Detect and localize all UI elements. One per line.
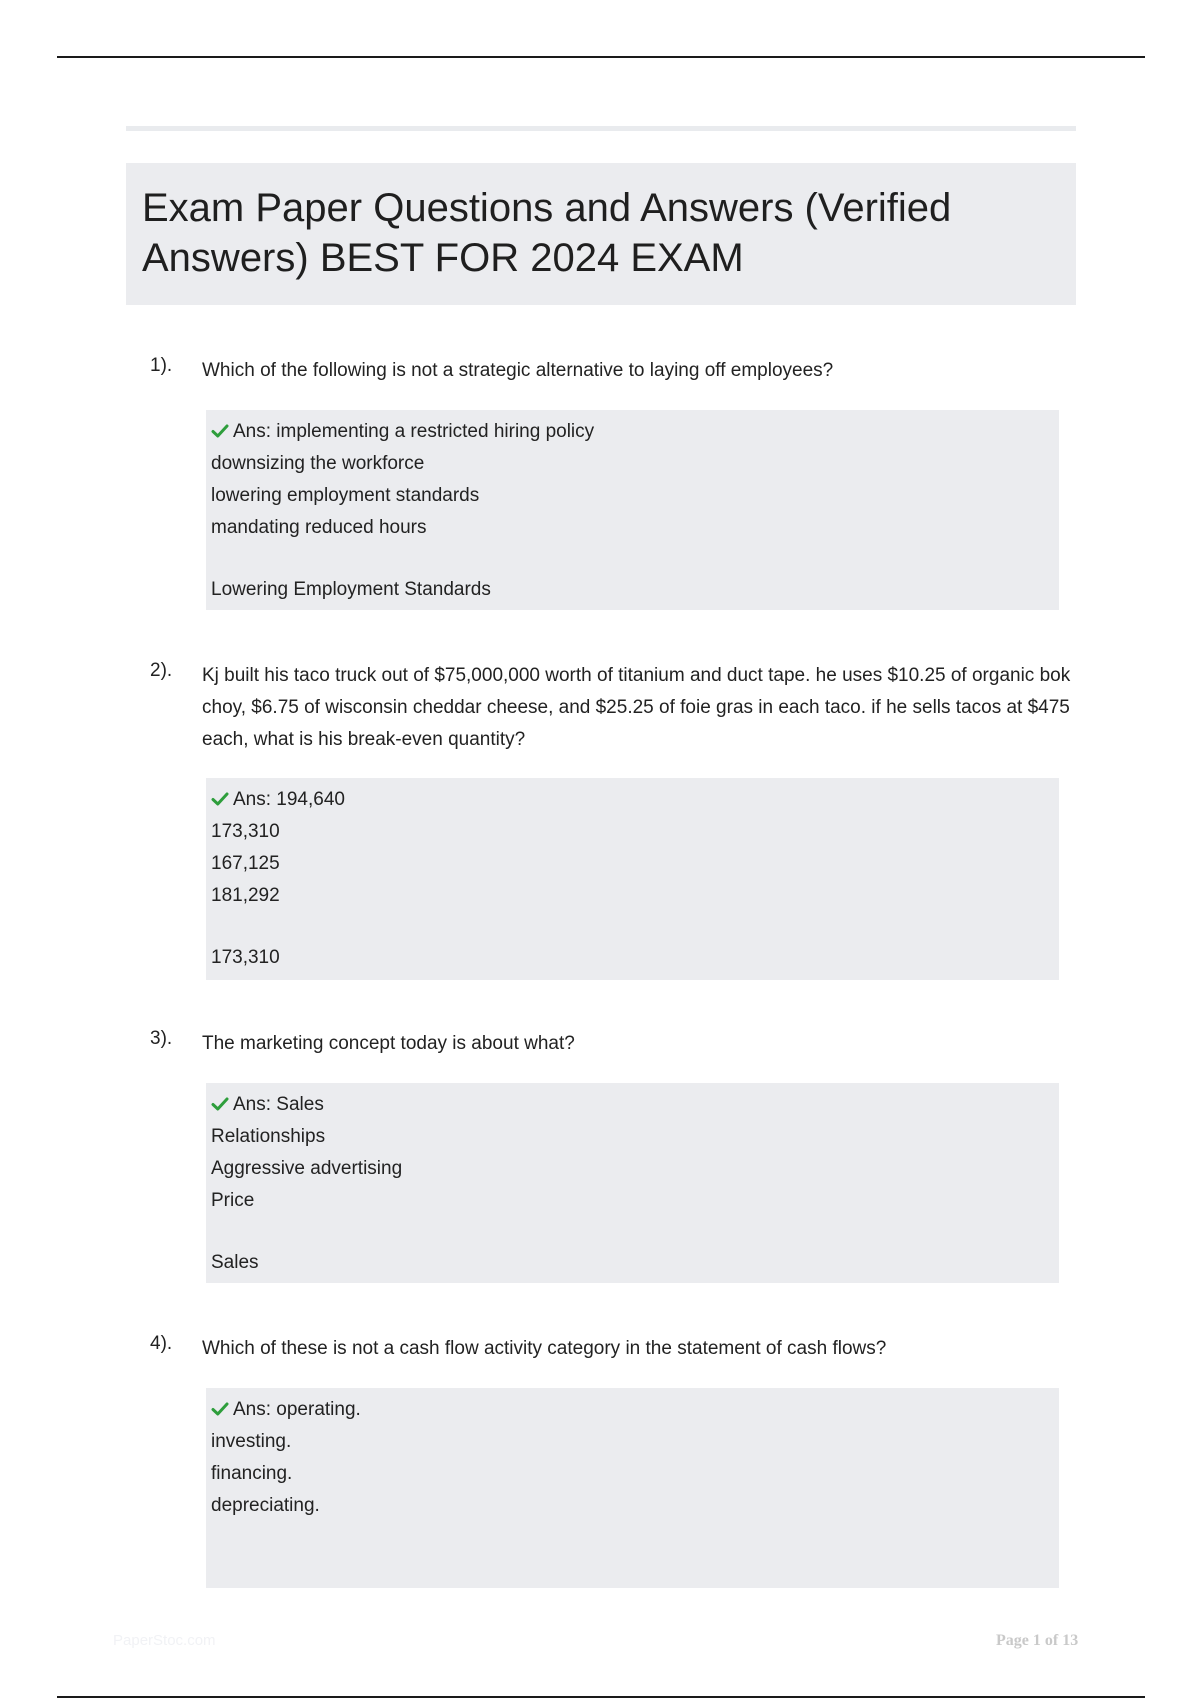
answer-line [211,1394,1059,1426]
answer-line [211,416,1059,448]
option-line: 173,310 [211,821,280,842]
page-title: Exam Paper Questions and Answers (Verified Answers) BEST FOR 2024 EXAM [142,186,952,280]
title-box [126,163,1076,305]
answer-line [211,1089,1059,1121]
question-number: 1). [150,355,173,376]
answer-box [206,1388,1059,1588]
question-text: Kj built his taco truck out of $75,000,000 worth of titanium and duct tape. he uses $10.25 of organic bok choy, $6.75 of wisconsin cheddar cheese, and $25.25 of foie gras in each taco. if he sells tacos at $475 each, what is his break-even quantity? [202,665,1071,750]
option-line: downsizing the workforce [211,453,425,474]
checkmark-icon [211,1096,229,1112]
option-line: financing. [211,1463,293,1484]
final-answer: Sales [211,1252,259,1273]
answer-line [211,784,1059,816]
final-answer: Lowering Employment Standards [211,579,491,600]
correct-answer: Ans: 194,640 [233,789,345,810]
question-number: 4). [150,1333,173,1354]
option-line: lowering employment standards [211,485,480,506]
option-line: mandating reduced hours [211,517,427,538]
answer-box [206,778,1059,980]
question-number: 2). [150,660,173,681]
checkmark-icon [211,1401,229,1417]
checkmark-icon [211,423,229,439]
checkmark-icon [211,791,229,807]
option-line: 181,292 [211,885,280,906]
option-line: Aggressive advertising [211,1158,403,1179]
correct-answer: Ans: implementing a restricted hiring policy [233,421,595,442]
correct-answer: Ans: operating. [233,1399,361,1420]
final-answer: 173,310 [211,947,280,968]
question-number: 3). [150,1028,173,1049]
option-line: Relationships [211,1126,326,1147]
header-divider [126,126,1076,131]
page-number: Page 1 of 13 [996,1632,1079,1649]
answer-box [206,410,1059,610]
question-text: The marketing concept today is about what? [202,1033,575,1054]
option-line: depreciating. [211,1495,320,1516]
option-line: Price [211,1190,255,1211]
watermark: PaperStoc.com [113,1632,216,1649]
option-line: 167,125 [211,853,280,874]
top-rule [57,56,1145,58]
correct-answer: Ans: Sales [233,1094,324,1115]
bottom-rule [57,1696,1145,1698]
question-text: Which of these is not a cash flow activity category in the statement of cash flows? [202,1338,887,1359]
answer-box [206,1083,1059,1283]
question-text: Which of the following is not a strategic alternative to laying off employees? [202,360,834,381]
option-line: investing. [211,1431,292,1452]
